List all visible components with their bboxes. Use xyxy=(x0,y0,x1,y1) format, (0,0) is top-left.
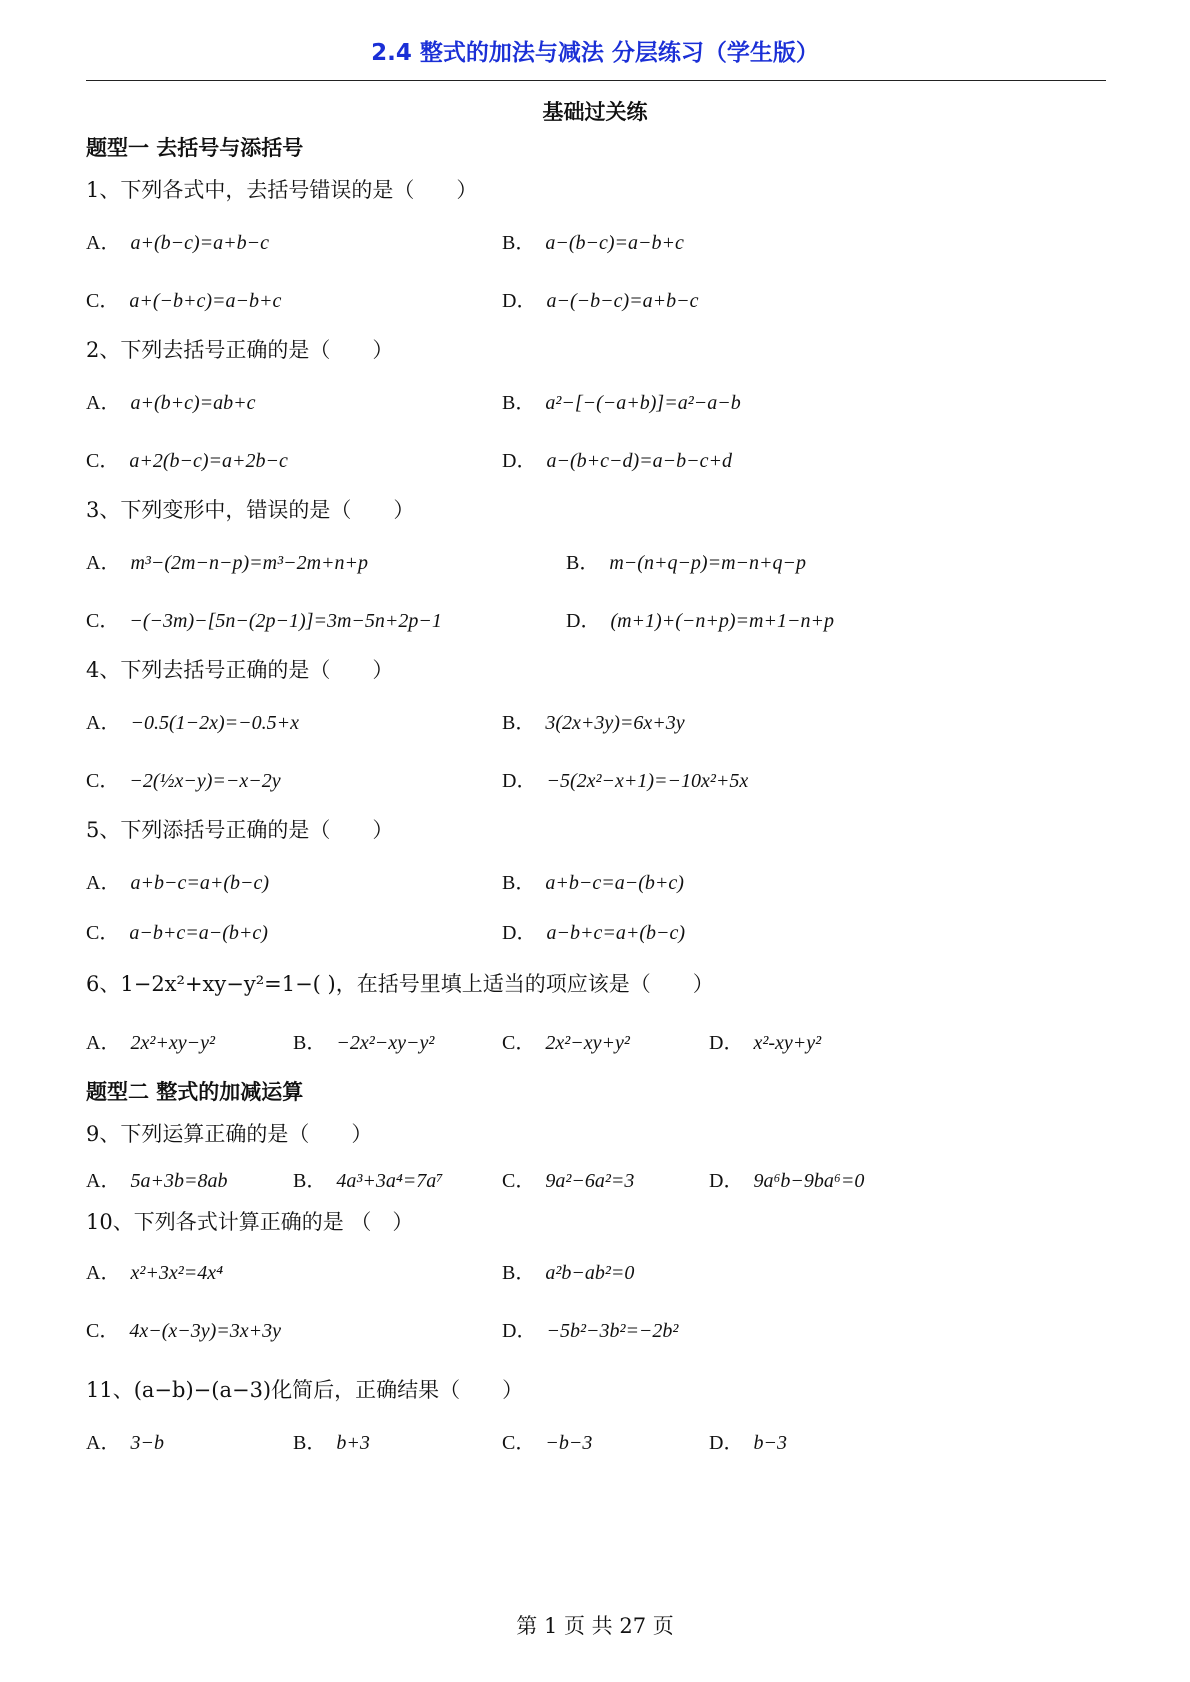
option-row xyxy=(86,226,1106,262)
question-stem: 5、下列添括号正确的是（ ） xyxy=(86,818,394,842)
question-stem: 4、下列去括号正确的是（ ） xyxy=(86,658,394,682)
option-a: A． −0.5(1−2x)=−0.5+x xyxy=(86,712,300,734)
option-d: D． 9a⁶b−9ba⁶=0 xyxy=(709,1170,865,1192)
option-c: C． a+(−b+c)=a−b+c xyxy=(86,290,282,312)
option-row xyxy=(86,546,1106,582)
option-b: B． 4a³+3a⁴=7a⁷ xyxy=(293,1170,444,1192)
option-c: C． a+2(b−c)=a+2b−c xyxy=(86,450,288,472)
option-b: B． a−(b−c)=a−b+c xyxy=(502,232,684,254)
option-c: C． −b−3 xyxy=(502,1432,593,1454)
option-b: B． 3(2x+3y)=6x+3y xyxy=(502,712,685,734)
option-a: A． 5a+3b=8ab xyxy=(86,1170,228,1192)
option-row xyxy=(86,386,1106,422)
option-b: B． −2x²−xy−y² xyxy=(293,1032,435,1054)
option-row xyxy=(86,444,1106,480)
option-row xyxy=(86,1314,1106,1350)
option-row xyxy=(86,866,1106,902)
option-a: A． m³−(2m−n−p)=m³−2m+n+p xyxy=(86,552,369,574)
option-a: A． a+(b+c)=ab+c xyxy=(86,392,256,414)
option-a: A． a+b−c=a+(b−c) xyxy=(86,872,270,894)
option-c: C． 9a²−6a²=3 xyxy=(502,1170,635,1192)
option-row xyxy=(86,1026,1106,1062)
option-a: A． 2x²+xy−y² xyxy=(86,1032,215,1054)
question-stem: 3、下列变形中，错误的是（ ） xyxy=(86,498,415,522)
option-b: B． a²b−ab²=0 xyxy=(502,1262,635,1284)
option-row xyxy=(86,604,1106,640)
option-d: D． x²-xy+y² xyxy=(709,1032,822,1054)
option-a: A． x²+3x²=4x⁴ xyxy=(86,1262,224,1284)
option-row xyxy=(86,1256,1106,1292)
option-row xyxy=(86,916,1106,952)
option-row xyxy=(86,764,1106,800)
question-stem: 1、下列各式中，去括号错误的是（ ） xyxy=(86,178,478,202)
topic-heading-2: 题型二 整式的加减运算 xyxy=(86,1080,304,1104)
section-title: 基础过关练 xyxy=(542,100,648,124)
option-row xyxy=(86,1426,1106,1462)
option-row xyxy=(86,706,1106,742)
question-stem: 10、下列各式计算正确的是 （ ） xyxy=(86,1210,414,1234)
topic-heading-1: 题型一 去括号与添括号 xyxy=(86,136,304,160)
option-c: C． −(−3m)−[5n−(2p−1)]=3m−5n+2p−1 xyxy=(86,610,442,632)
option-a: A． 3−b xyxy=(86,1432,164,1454)
question-stem: 11、(a−b)−(a−3)化简后，正确结果（ ） xyxy=(86,1378,524,1402)
option-d: D． a−(−b−c)=a+b−c xyxy=(502,290,699,312)
option-d: D． (m+1)+(−n+p)=m+1−n+p xyxy=(566,610,834,632)
option-b: B． m−(n+q−p)=m−n+q−p xyxy=(566,552,807,574)
option-b: B． a+b−c=a−(b+c) xyxy=(502,872,684,894)
option-row xyxy=(86,1164,1106,1200)
option-c: C． 2x²−xy+y² xyxy=(502,1032,630,1054)
question-stem: 2、下列去括号正确的是（ ） xyxy=(86,338,394,362)
option-c: C． −2(½x−y)=−x−2y xyxy=(86,770,281,792)
question-stem: 9、下列运算正确的是（ ） xyxy=(86,1122,373,1146)
option-a: A． a+(b−c)=a+b−c xyxy=(86,232,270,254)
document-title: 2.4 整式的加法与减法 分层练习（学生版） xyxy=(371,40,819,66)
option-d: D． −5(2x²−x+1)=−10x²+5x xyxy=(502,770,749,792)
option-d: D． −5b²−3b²=−2b² xyxy=(502,1320,679,1342)
option-c: C． a−b+c=a−(b+c) xyxy=(86,922,268,944)
header-divider xyxy=(86,80,1106,81)
option-row xyxy=(86,284,1106,320)
option-d: D． b−3 xyxy=(709,1432,787,1454)
option-c: C． 4x−(x−3y)=3x+3y xyxy=(86,1320,282,1342)
option-b: B． a²−[−(−a+b)]=a²−a−b xyxy=(502,392,741,414)
question-stem: 6、1−2x²+xy−y²=1−( )，在括号里填上适当的项应该是（ ） xyxy=(86,972,714,996)
option-b: B． b+3 xyxy=(293,1432,370,1454)
option-d: D． a−b+c=a+(b−c) xyxy=(502,922,686,944)
page-number: 第 1 页 共 27 页 xyxy=(516,1614,674,1638)
option-d: D． a−(b+c−d)=a−b−c+d xyxy=(502,450,732,472)
